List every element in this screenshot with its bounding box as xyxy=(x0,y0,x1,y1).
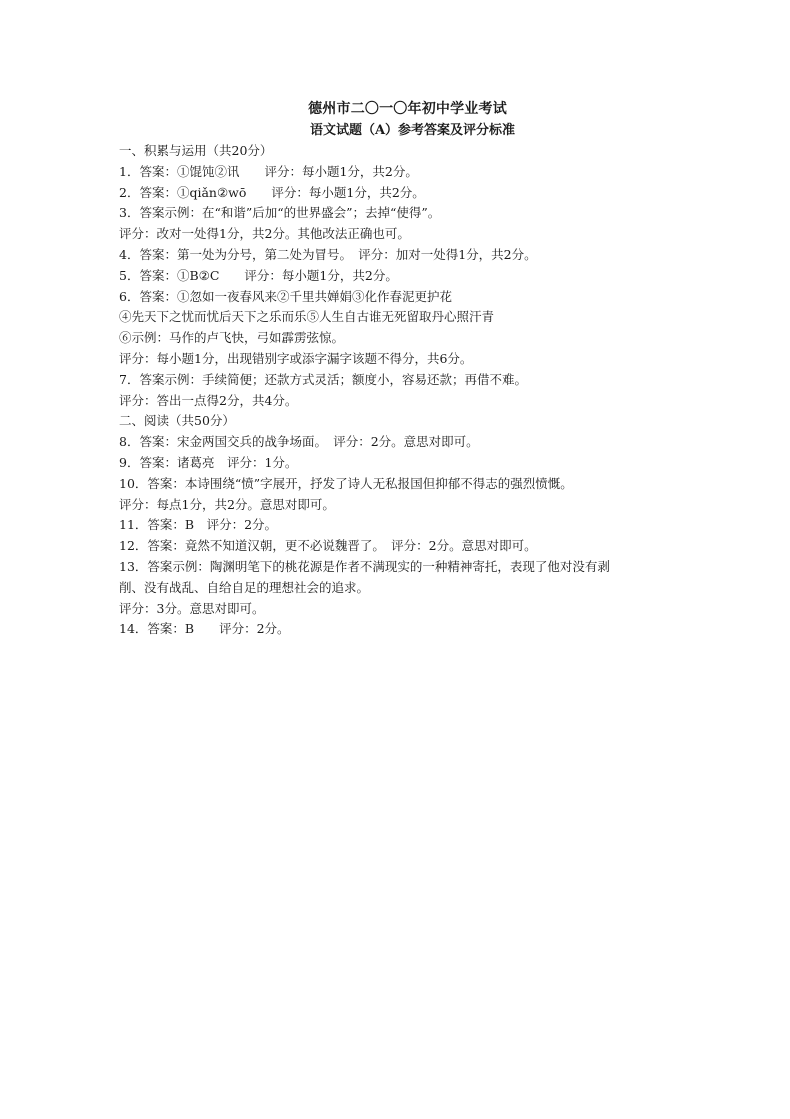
answer-line: 8．答案：宋金两国交兵的战争场面。 评分：2分。意思对即可。 xyxy=(119,434,479,450)
answer-line: ④先天下之忧而忧后天下之乐而乐⑤人生自古谁无死留取丹心照汗青 xyxy=(119,309,495,325)
answer-line: 1．答案：①馄饨②讯 评分：每小题1分，共2分。 xyxy=(119,163,418,179)
answer-content xyxy=(119,141,679,640)
scoring-line: 评分：3分。意思对即可。 xyxy=(119,600,265,616)
scoring-line: 评分：每小题1分，出现错别字或添字漏字该题不得分，共6分。 xyxy=(119,350,473,366)
answer-line: 2．答案：①qiǎn②wō 评分：每小题1分，共2分。 xyxy=(119,184,425,200)
title-block xyxy=(0,98,790,142)
answer-line: 4．答案：第一处为分号，第二处为冒号。 评分：加对一处得1分，共2分。 xyxy=(119,246,537,262)
answer-line: 7．答案示例：手续简便；还款方式灵活；额度小，容易还款；再借不难。 xyxy=(119,371,527,387)
answer-line: 9．答案：诸葛亮 评分：1分。 xyxy=(119,454,298,470)
answer-line: 削、没有战乱、自给自足的理想社会的追求。 xyxy=(119,579,370,595)
scoring-line: 评分：答出一点得2分，共4分。 xyxy=(119,392,298,408)
answer-line: 14．答案：B 评分：2分。 xyxy=(119,621,290,637)
answer-line: 12．答案：竟然不知道汉朝，更不必说魏晋了。 评分：2分。意思对即可。 xyxy=(119,538,537,554)
document-title: 德州市二〇一〇年初中学业考试 xyxy=(308,101,507,117)
answer-line: 6．答案：①忽如一夜春风来②千里共婵娟③化作春泥更护花 xyxy=(119,288,452,304)
section-heading: 一、积累与运用（共20分） xyxy=(119,143,273,158)
answer-line: 5．答案：①B②C 评分：每小题1分，共2分。 xyxy=(119,267,398,283)
section-heading: 二、阅读（共50分） xyxy=(119,413,235,429)
answer-line: 3．答案示例：在“和谐”后加“的世界盛会”；去掉“使得”。 xyxy=(119,205,441,221)
answer-line: 11．答案：B 评分：2分。 xyxy=(119,517,278,533)
scoring-line: 评分：每点1分，共2分。意思对即可。 xyxy=(119,496,335,512)
answer-line: ⑥示例：马作的卢飞快，弓如霹雳弦惊。 xyxy=(119,330,345,346)
document-subtitle: 语文试题（A）参考答案及评分标准 xyxy=(309,123,516,138)
scoring-line: 评分：改对一处得1分，共2分。其他改法正确也可。 xyxy=(119,226,410,242)
answer-line: 13．答案示例：陶渊明笔下的桃花源是作者不满现实的一种精神寄托，表现了他对没有剥 xyxy=(119,558,610,574)
answer-line: 10．答案：本诗围绕“愤”字展开，抒发了诗人无私报国但抑郁不得志的强烈愤慨。 xyxy=(119,475,573,491)
